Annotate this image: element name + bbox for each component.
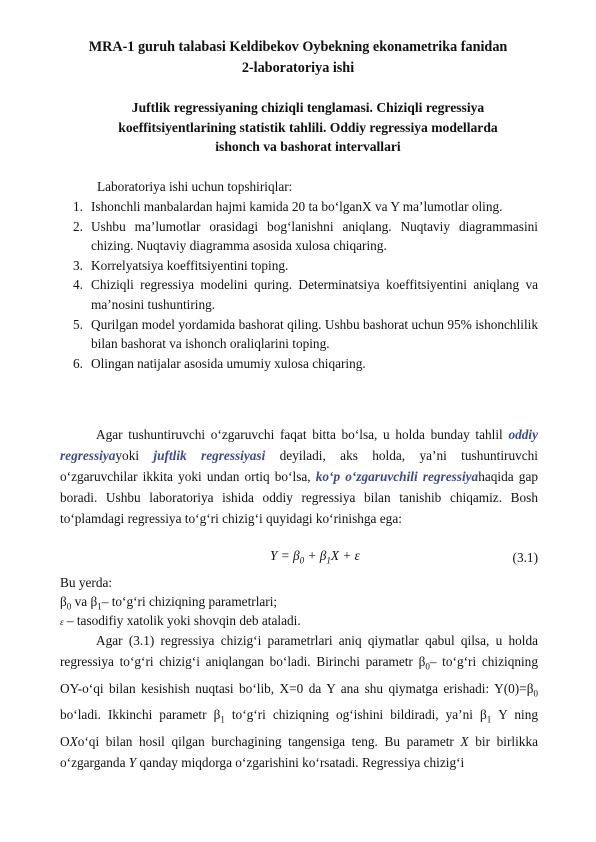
epsilon-symbol: ε (60, 617, 64, 627)
task-text: Olingan natijalar asosida umumiy xulosa chiqaring. (91, 355, 366, 371)
para-text: yoki (115, 448, 154, 463)
task-item (60, 275, 538, 314)
subtitle-line-3: ishonch va bashorat intervallari (215, 139, 401, 154)
subtitle-line-1: Juftlik regressiyaning chiziqli tenglamasi. Chiziqli regressiya (131, 100, 485, 115)
task-item (60, 217, 538, 256)
para-text: Agar tushuntiruvchi o‘zgaruvchi faqat bitta bo‘lsa, u holda bunday tahlil (96, 427, 509, 442)
task-number: 3. (73, 257, 83, 273)
equation-number: (3.1) (512, 550, 538, 565)
task-number: 4. (73, 277, 83, 293)
header-line-2: 2-laboratoriya ishi (241, 60, 355, 76)
epsilon-definition (60, 611, 540, 632)
task-number: 5. (73, 316, 83, 332)
subtitle-line-2: koeffitsiyentlarining statistik tahlili. Oddiy regressiya modellarda (118, 120, 498, 135)
task-text: Chiziqli regressiya modelini quring. Determinatsiya koeffitsiyentini aniqlang va ma’nosini tushuntiring. (91, 277, 538, 312)
task-number: 6. (73, 355, 83, 371)
task-text: Qurilgan model yordamida bashorat qiling. Ushbu bashorat uchun 95% ishonchlilik bilan bashorat va ishonch oraliqlarini toping. (91, 316, 538, 352)
task-text: Korrelyatsiya koeffitsiyentini toping. (91, 257, 289, 273)
term-simple-regression: oddiy regressiya (60, 427, 538, 463)
task-text: Ishonchli manbalardan hajmi kamida 20 ta bo‘lganX va Y ma’lumotlar oling. (91, 199, 503, 214)
task-item (60, 256, 538, 276)
task-text: Ushbu ma’lumotlar orasidagi bog‘lanishni aniqlang. Nuqtaviy diagrammasini chizing. Nuqtaviy diagramma asosida xulosa chiqaring. (91, 218, 538, 254)
equation-row (60, 548, 538, 570)
task-item (60, 354, 538, 374)
where-intro: Bu yerda: (60, 575, 113, 590)
task-item (60, 315, 538, 354)
para-text: haqida gap boradi. Ushbu laboratoriya ishida oddiy regressiya bilan tanishib chiqamiz. Bosh to‘plamdagi regressiya to‘g‘ri chizig‘i quyidagi ko‘rinishga ega: (60, 469, 538, 526)
term-pair-regression: juftlik regressiyasi (153, 448, 266, 463)
paragraph-parameters: Agar (3.1) regressiya chizig‘i parametrlari aniq qiymatlar qabul qilsa, u holda regressiya to‘g‘ri chizig‘i aniqlangan bo‘ladi. Birinchi parametr $\beta_0-$ to‘g‘ri chiziqning OY-o‘qi bilan kesishish nuqtasi bo‘lib, X=0 da Y ana shu qiymatga erishadi: $Y(0)=\beta_0$ bo‘ladi. Ikkinchi parametr $\beta_1$ to‘g‘ri chiziqning og‘ishini bildiradi, ya’ni $\beta_1$ Y ning OXo‘qi bilan hosil qilgan burchagining tangensiga teng. Bu parametr X bir birlikka o‘zgarganda Y qanday miqdorga o‘zgarishini ko‘rsatadi. Regressiya chizig‘i (60, 633, 538, 770)
epsilon-text: – tasodifiy xatolik yoki shovqin deb ataladi. (63, 613, 301, 628)
paragraph-regression-types (60, 424, 538, 529)
regression-formula: $Y = \beta_0 + \beta_1X + \varepsilon$ (270, 548, 360, 566)
tasks-intro: Laboratoriya ishi uchun topshiriqlar: (97, 179, 293, 194)
task-list (60, 197, 538, 373)
beta-definition: $\beta_0$ va $\beta_1-$ to‘g‘ri chiziqning parametrlari; (60, 594, 278, 612)
task-number: 2. (73, 218, 83, 234)
task-number: 1. (73, 199, 83, 214)
para-text: deyiladi, aks holda, ya’ni tushuntiruvchi o‘zgaruvchilar ikkita yoki undan ortiq bo‘lsa, (60, 448, 538, 484)
header-line-1: MRA-1 guruh talabasi Keldibekov Oybekning ekonametrika fanidan (88, 39, 508, 55)
term-multiple-regression: ko‘p o‘zgaruvchili regressiya (315, 469, 479, 484)
task-item (60, 197, 538, 217)
